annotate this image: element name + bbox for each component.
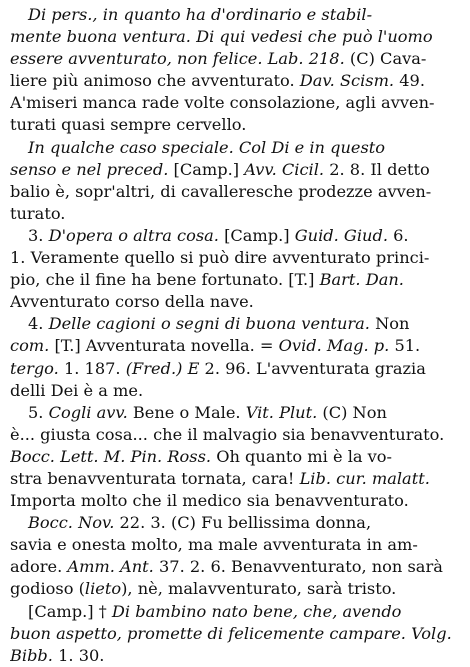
text-line <box>10 402 460 424</box>
italic-run: In qualche caso speciale. Col Di e in questo <box>28 137 386 157</box>
text-line <box>10 92 460 114</box>
italic-run: D'opera o altra cosa. <box>48 225 219 245</box>
text-line <box>10 601 460 623</box>
text-line <box>10 4 460 26</box>
italic-run: Amm. Ant. <box>67 557 154 577</box>
italic-run: lieto <box>84 579 122 599</box>
text-line <box>10 446 460 468</box>
italic-run: Bocc. Nov. <box>28 513 115 533</box>
text-line <box>10 424 460 446</box>
text-line <box>10 225 460 247</box>
roman-run: 1. 187. <box>58 358 126 378</box>
roman-run: adore. <box>10 557 68 577</box>
italic-run: tergo. <box>10 358 59 378</box>
text-line <box>10 468 460 490</box>
roman-run: 22. 3. (C) Fu bellissima donna, <box>114 513 372 533</box>
italic-run: Di bambino nato bene, che, avendo <box>111 601 402 621</box>
italic-run: Di pers., in quanto ha d'ordinario e stabil- <box>28 5 373 24</box>
italic-run: buon aspetto, promette di felicemente campare. Volg. <box>10 623 452 643</box>
roman-run: [T.] Avventurata novella. = <box>49 336 279 356</box>
text-line <box>10 48 460 70</box>
italic-run: com. <box>10 336 50 356</box>
italic-run: Vit. Plut. <box>245 402 318 422</box>
roman-run: Non <box>369 314 410 334</box>
roman-run: 2. 96. L'avventurata grazia <box>199 358 426 378</box>
text-line <box>10 512 460 534</box>
text-line <box>10 358 460 380</box>
roman-run: [Camp.] <box>218 225 295 245</box>
text-line <box>10 291 460 313</box>
text-line <box>10 137 460 159</box>
roman-run: 2. 8. Il detto <box>324 159 430 179</box>
roman-run: Bene o Male. <box>127 402 246 422</box>
roman-run: Oh quanto mi è la vo- <box>211 446 393 466</box>
italic-run: senso e nel preced. <box>10 159 169 179</box>
roman-run: pio, che il fine ha bene fortunato. [T.] <box>10 270 320 290</box>
italic-run: Dav. Scism. <box>299 71 395 91</box>
text-line <box>10 70 460 92</box>
italic-run: Bart. Dan. <box>319 270 404 290</box>
roman-run: Avventurato corso della nave. <box>10 292 254 312</box>
roman-run: turato. <box>10 203 66 223</box>
roman-run: 1. Veramente quello si può dire avventurato princi- <box>10 248 430 268</box>
italic-run: Ovid. Mag. p. <box>278 336 390 356</box>
entry-text <box>10 4 460 667</box>
text-line <box>10 490 460 512</box>
roman-run: savia e onesta molto, ma male avventurata in am- <box>10 535 418 555</box>
text-line <box>10 203 460 225</box>
roman-run: 5. <box>28 402 49 422</box>
roman-run: [Camp.] <box>168 159 245 179</box>
italic-run: Cogli avv. <box>48 402 128 422</box>
roman-run: godioso ( <box>10 579 85 599</box>
text-line <box>10 534 460 556</box>
italic-run: Bibb. <box>10 645 53 665</box>
roman-run: turati quasi sempre cervello. <box>10 115 247 135</box>
roman-run: ), nè, malavventurato, sarà tristo. <box>121 579 397 599</box>
text-line <box>10 114 460 136</box>
text-line <box>10 335 460 357</box>
text-line <box>10 313 460 335</box>
roman-run: 6. <box>387 225 409 245</box>
text-line <box>10 247 460 269</box>
italic-run: Avv. Cicil. <box>244 159 325 179</box>
text-line <box>10 159 460 181</box>
text-line <box>10 380 460 402</box>
italic-run: Bocc. Lett. M. Pin. Ross. <box>10 446 212 466</box>
italic-run: Guid. Giud. <box>294 225 388 245</box>
italic-run: mente buona ventura. Di qui vedesi che può l'uomo <box>10 27 433 47</box>
roman-run: liere più animoso che avventurato. <box>10 71 300 91</box>
roman-run: stra benavventurata tornata, cara! <box>10 468 300 488</box>
roman-run: A'miseri manca rade volte consolazione, agli avven- <box>10 93 435 113</box>
text-line <box>10 623 460 645</box>
roman-run: balio è, sopr'altri, di cavalleresche prodezze avven- <box>10 181 432 201</box>
roman-run: [Camp.] † <box>28 601 112 621</box>
roman-run: 51. <box>389 336 421 356</box>
text-line <box>10 645 460 667</box>
roman-run: (C) Non <box>317 402 387 422</box>
roman-run: 49. <box>394 71 425 91</box>
roman-run: Importa molto che il medico sia benavventurato. <box>10 491 409 511</box>
italic-run: Lib. cur. malatt. <box>299 468 430 488</box>
text-line <box>10 578 460 600</box>
roman-run: 3. <box>28 225 49 245</box>
text-line <box>10 556 460 578</box>
italic-run: essere avventurato, non felice. Lab. 218. <box>10 49 345 69</box>
text-line <box>10 26 460 48</box>
text-line <box>10 269 460 291</box>
roman-run: 4. <box>28 314 49 334</box>
italic-run: Delle cagioni o segni di buona ventura. <box>48 314 370 334</box>
roman-run: 1. 30. <box>52 645 105 665</box>
roman-run: è... giusta cosa... che il malvagio sia benavventurato. <box>10 424 445 444</box>
text-line <box>10 181 460 203</box>
italic-run: (Fred.) E <box>125 358 200 378</box>
roman-run: 37. 2. 6. Benavventurato, non sarà <box>153 557 443 577</box>
roman-run: delli Dei è a me. <box>10 380 144 400</box>
roman-run: (C) Cava- <box>344 49 427 69</box>
